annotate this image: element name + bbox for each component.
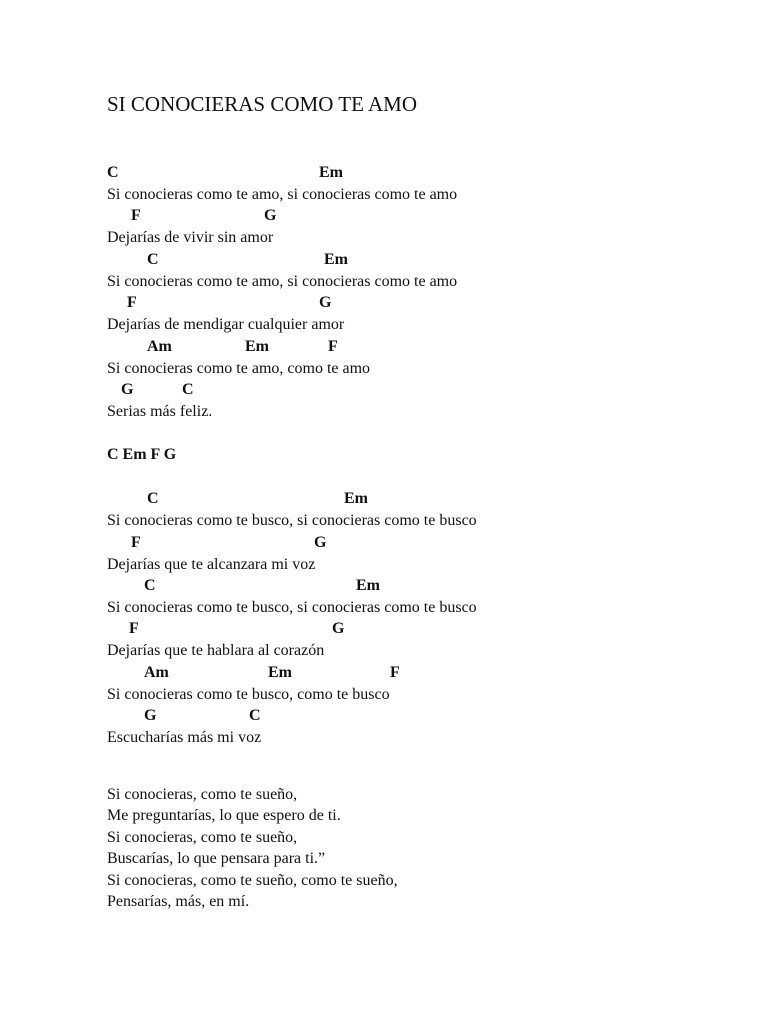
chord-line	[107, 162, 707, 184]
chord: C	[147, 251, 159, 268]
chord-line	[107, 205, 707, 227]
lyric-line: Si conocieras, como te sueño,	[107, 829, 298, 846]
chord: F	[131, 534, 141, 551]
chord: G	[121, 381, 134, 398]
chord: Em	[319, 164, 343, 181]
lyric-line: Si conocieras como te amo, si conocieras como te amo	[107, 273, 458, 290]
chord-line	[107, 662, 707, 684]
lyric-line: Dejarías que te alcanzara mi voz	[107, 556, 316, 573]
chord: F	[131, 207, 141, 224]
lyric-line: Si conocieras como te busco, como te busco	[107, 686, 390, 703]
chord-line	[107, 532, 707, 554]
chord: C	[147, 490, 159, 507]
lyric-line: Si conocieras como te busco, si conocieras como te busco	[107, 512, 477, 529]
chord: Em	[245, 338, 269, 355]
chord: G	[264, 207, 277, 224]
chord: C	[249, 707, 261, 724]
chord: G	[144, 707, 157, 724]
lyric-line: Si conocieras como te amo, como te amo	[107, 360, 371, 377]
lyric-line: Me preguntarías, lo que espero de ti.	[107, 807, 341, 824]
chord: C	[182, 381, 194, 398]
interlude-chords: C Em F G	[107, 446, 177, 463]
chord-line	[107, 336, 707, 358]
chord: F	[129, 620, 139, 637]
lyric-line: Dejarías que te hablara al corazón	[107, 642, 325, 659]
lyric-line: Buscarías, lo que pensara para ti.”	[107, 850, 326, 867]
chord-line	[107, 292, 707, 314]
chord: F	[390, 664, 400, 681]
chord-line	[107, 488, 707, 510]
chord: Em	[356, 577, 380, 594]
song-title: SI CONOCIERAS COMO TE AMO	[107, 92, 417, 116]
chord: C	[144, 577, 156, 594]
chord: F	[328, 338, 338, 355]
chord: C	[107, 164, 119, 181]
lyric-line: Escucharías más mi voz	[107, 729, 262, 746]
lyric-line: Dejarías de mendigar cualquier amor	[107, 316, 345, 333]
chord: Am	[144, 664, 169, 681]
chord: Em	[324, 251, 348, 268]
chord: G	[314, 534, 327, 551]
chord: G	[319, 294, 332, 311]
chord: Em	[344, 490, 368, 507]
lyric-line: Pensarías, más, en mí.	[107, 893, 250, 910]
chord-line	[107, 379, 707, 401]
chord: G	[332, 620, 345, 637]
lyric-line: Si conocieras, como te sueño, como te sueño,	[107, 872, 398, 889]
lyric-line: Serias más feliz.	[107, 403, 213, 420]
lyric-line: Si conocieras como te amo, si conocieras como te amo	[107, 186, 458, 203]
chord: F	[127, 294, 137, 311]
lyric-line: Si conocieras, como te sueño,	[107, 786, 298, 803]
chord-line	[107, 575, 707, 597]
chord-line	[107, 618, 707, 640]
chord: Am	[147, 338, 172, 355]
chord: Em	[268, 664, 292, 681]
chord-line	[107, 249, 707, 271]
chord-line	[107, 705, 707, 727]
lyric-line: Dejarías de vivir sin amor	[107, 229, 274, 246]
lyric-line: Si conocieras como te busco, si conocieras como te busco	[107, 599, 477, 616]
